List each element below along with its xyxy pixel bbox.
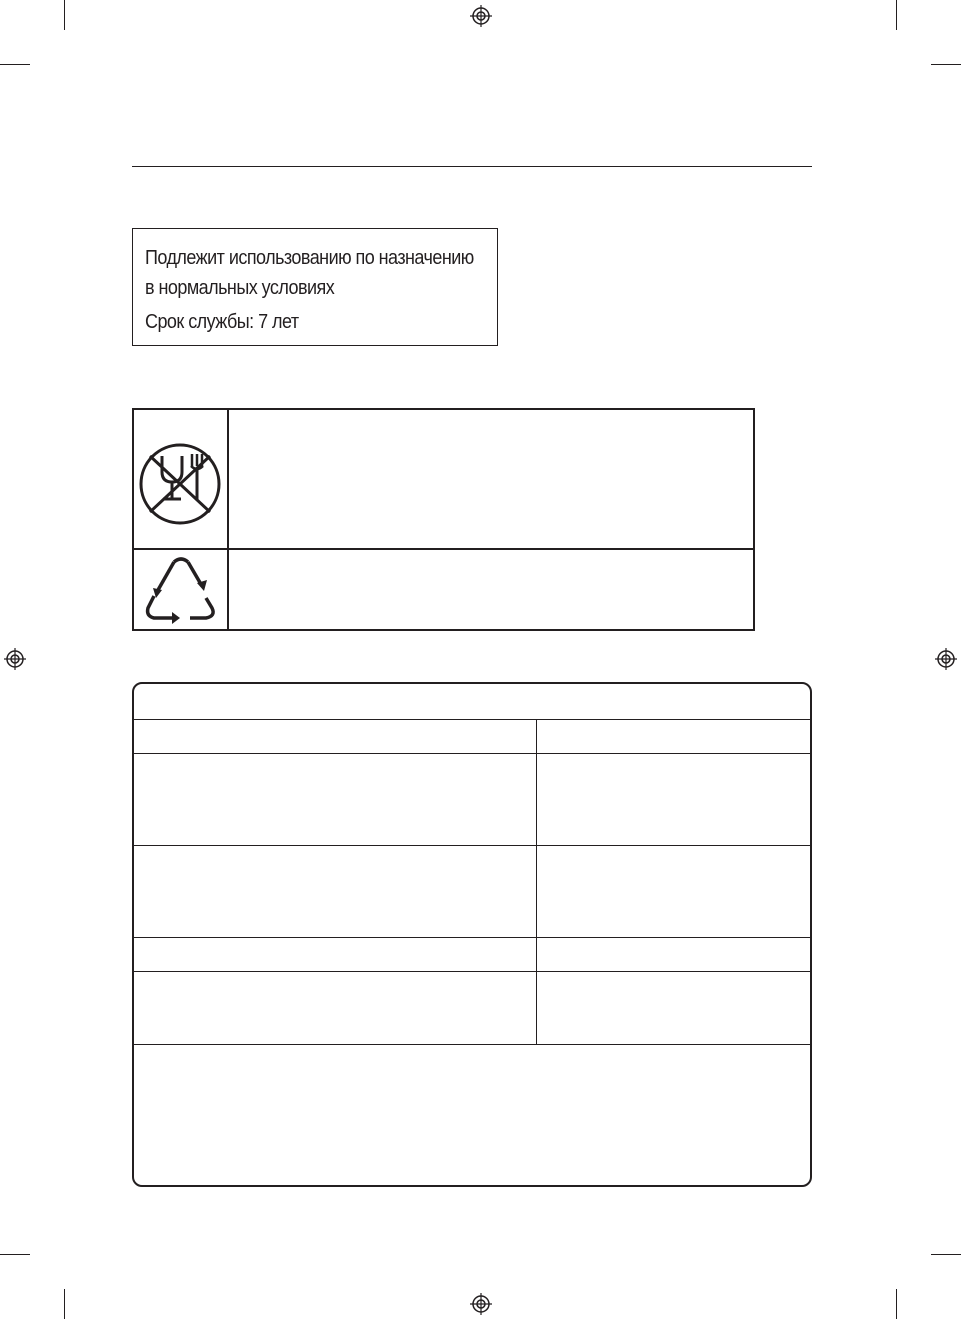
service-life-line-1: Подлежит использованию по назначению (145, 247, 474, 269)
crop-mark-bottom-right-v (896, 1289, 897, 1319)
service-life-box (132, 228, 498, 346)
symbols-table (132, 408, 755, 631)
crop-mark-top-right-v (896, 0, 897, 30)
symbols-table-divider (227, 410, 229, 629)
crop-mark-bottom-right-h (931, 1254, 961, 1255)
registration-mark-icon (470, 5, 492, 27)
crop-mark-top-left-v (64, 0, 65, 30)
recycling-triangle-icon (144, 556, 218, 624)
registration-mark-icon (470, 1293, 492, 1315)
symbols-table-row-divider (134, 548, 753, 550)
registration-mark-icon (935, 648, 957, 670)
info-table-row-line (134, 845, 810, 846)
info-table-column-line (536, 719, 537, 1044)
registration-mark-icon (4, 648, 26, 670)
info-table-row-line (134, 753, 810, 754)
service-life-line-2: в нормальных условиях (145, 277, 335, 299)
info-table (132, 682, 812, 1187)
crop-mark-top-left-h (0, 64, 30, 65)
header-rule (132, 166, 812, 167)
no-food-contact-icon (138, 442, 222, 526)
info-table-row-line (134, 1044, 810, 1045)
info-table-row-line (134, 971, 810, 972)
info-table-row-line (134, 719, 810, 720)
info-table-row-line (134, 937, 810, 938)
crop-mark-bottom-left-h (0, 1254, 30, 1255)
crop-mark-top-right-h (931, 64, 961, 65)
crop-mark-bottom-left-v (64, 1289, 65, 1319)
service-life-line-3: Срок службы: 7 лет (145, 311, 299, 333)
